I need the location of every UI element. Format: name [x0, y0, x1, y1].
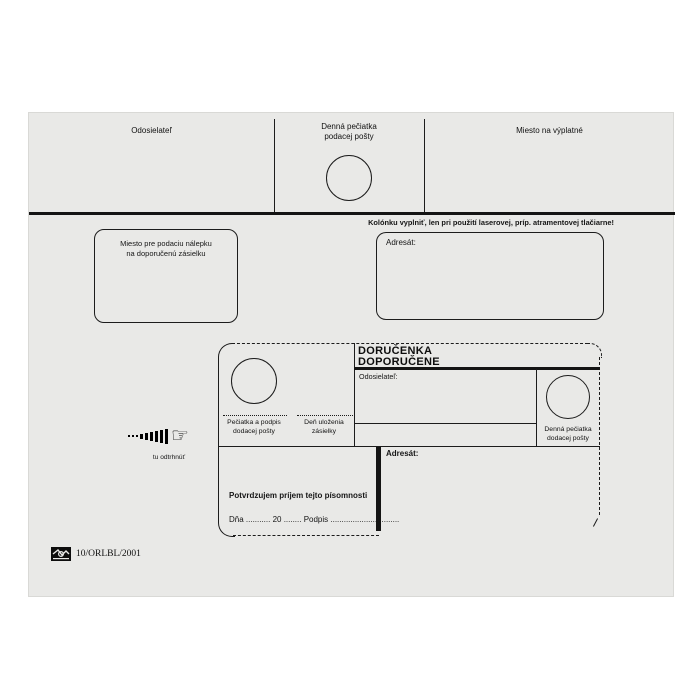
- registration-label-line2: na doporučenú zásielku: [126, 249, 206, 258]
- stamp-signature-label: [219, 419, 289, 436]
- form-code: 10/ORLBL/2001: [76, 549, 141, 559]
- delivery-card-corner-tl: [218, 343, 235, 360]
- posting-stamp-circle: [326, 155, 372, 201]
- delivery-card-border-end-slash: [593, 518, 598, 526]
- storage-day-label-line1: Deň uloženia: [304, 419, 344, 426]
- addressee-box: [376, 232, 604, 320]
- delivery-card-border-right: [599, 357, 600, 515]
- postage-area-label: Miesto na výplatné: [516, 126, 583, 135]
- card-title: [358, 346, 440, 367]
- postal-logo-icon: [51, 546, 71, 562]
- registration-label-box: [94, 229, 238, 323]
- delivery-daily-stamp-label: [537, 426, 599, 443]
- wedge-dot: [136, 435, 138, 437]
- tear-off-indicator: [128, 426, 189, 446]
- card-sender-label: Odosielateľ:: [359, 372, 398, 381]
- envelope-form: [28, 112, 674, 597]
- card-title-line2: DOPORUČENE: [358, 355, 440, 368]
- card-sender-box-bottom-line: [354, 423, 536, 424]
- date-signature-line: Dňa ........... 20 ........ Podpis ...............................: [229, 515, 400, 524]
- wedge-bar: [145, 433, 148, 440]
- posting-stamp-label-line1: Denná pečiatka: [321, 122, 377, 131]
- registration-label-line1: Miesto pre podaciu nálepku: [120, 239, 212, 248]
- delivery-post-stamp-circle: [231, 358, 277, 404]
- tear-here-label: tu odtrhnúť: [152, 454, 186, 461]
- wedge-bar: [165, 429, 168, 444]
- wedge-bar: [150, 432, 153, 441]
- posting-stamp-label: [274, 122, 424, 142]
- delivery-card-border-bottom: [233, 535, 379, 536]
- storage-day-label: [293, 419, 355, 436]
- printer-notice: Kolónku vyplniť, len pri použití laserovej, príp. atramentovej tlačiarne!: [368, 218, 614, 227]
- wedge-bar: [160, 430, 163, 443]
- wedge-dot: [132, 435, 134, 437]
- wedge-dot: [128, 435, 130, 437]
- storage-day-dotted-line: [297, 415, 353, 416]
- delivery-daily-stamp-label-line2: dodacej pošty: [547, 434, 589, 442]
- confirmation-text: Potvrdzujem príjem tejto písomnosti: [229, 491, 368, 500]
- stamp-signature-label-line2: dodacej pošty: [233, 427, 275, 435]
- delivery-daily-stamp-circle: [546, 375, 590, 419]
- card-middle-rule: [218, 446, 600, 447]
- addressee-box-label: Adresát:: [386, 238, 416, 247]
- footer: [51, 546, 141, 562]
- fold-separator-line: [29, 212, 675, 215]
- wedge-bar: [155, 431, 158, 442]
- posting-stamp-label-line2: podacej pošty: [324, 132, 374, 141]
- stamp-signature-label-line1: Pečiatka a podpis: [227, 419, 281, 426]
- card-addressee-label: Adresát:: [386, 449, 419, 458]
- delivery-daily-stamp-label-line1: Denná pečiatka: [544, 426, 592, 433]
- delivery-card-border-left: [218, 358, 219, 522]
- card-title-line1: DORUČENKA: [358, 345, 433, 357]
- delivery-card-border-top: [232, 343, 588, 344]
- delivery-card-corner-tr: [587, 343, 602, 358]
- sender-label: Odosielateľ: [131, 126, 172, 135]
- pointing-hand-icon: ☞: [171, 425, 189, 447]
- stamp-signature-dotted-line: [223, 415, 287, 416]
- wedge-bar: [140, 434, 143, 439]
- storage-day-label-line2: zásielky: [311, 427, 337, 435]
